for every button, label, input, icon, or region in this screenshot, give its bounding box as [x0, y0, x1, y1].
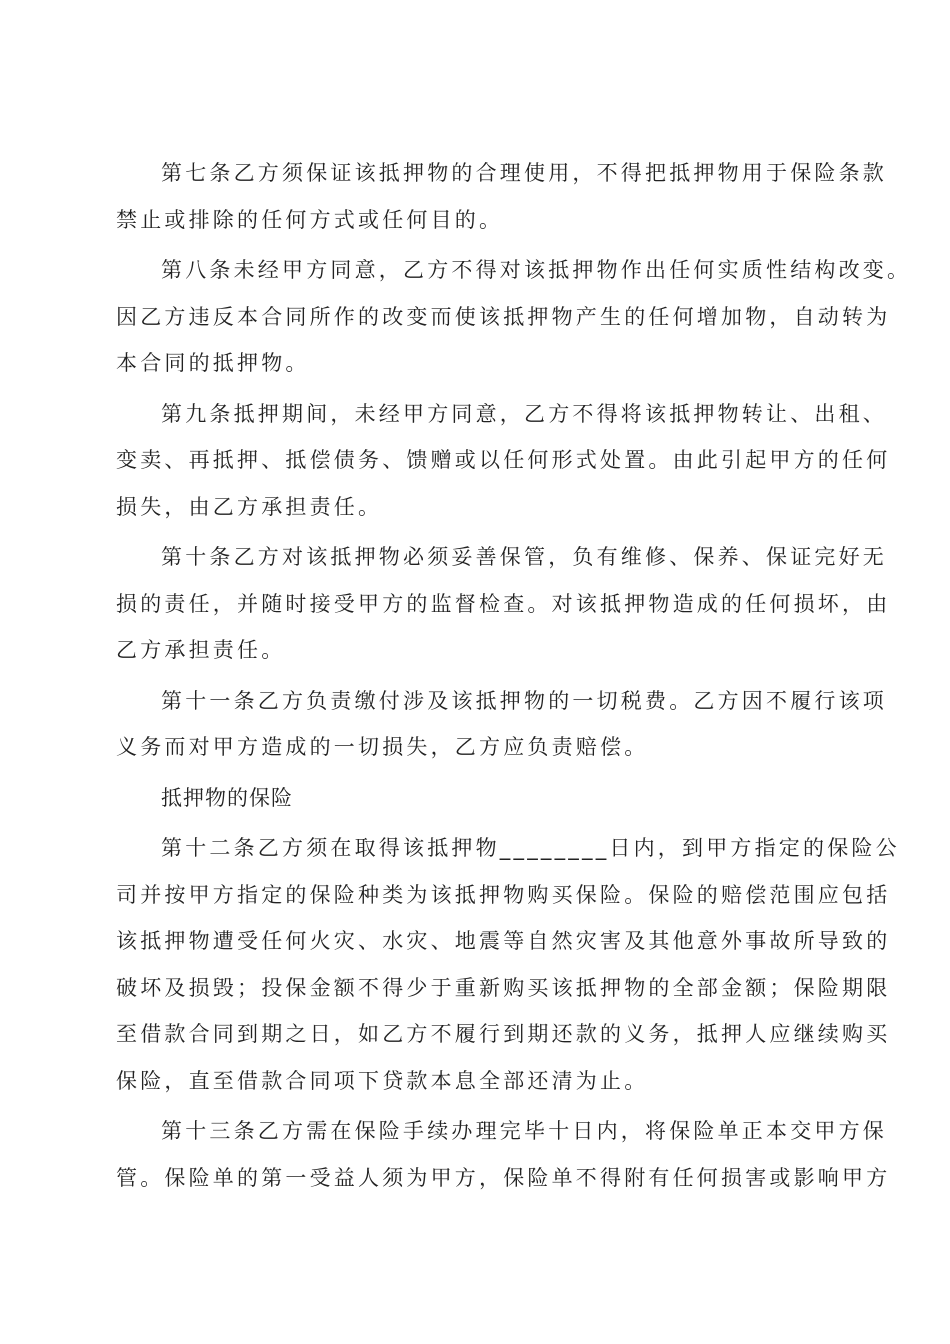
article-8-line-1: 第八条未经甲方同意，乙方不得对该抵押物作出任何实质性结构改变。	[161, 258, 912, 282]
article-8-line-2: 因乙方违反本合同所作的改变而使该抵押物产生的任何增加物，自动转为	[116, 304, 891, 329]
article-10-line-1: 第十条乙方对该抵押物必须妥善保管，负有维修、保养、保证完好无	[161, 545, 887, 569]
article-12-line-3: 该抵押物遭受任何火灾、水灾、地震等自然灾害及其他意外事故所导致的	[116, 929, 891, 953]
article-12-line-6: 保险，直至借款合同项下贷款本息全部还清为止。	[116, 1068, 649, 1093]
article-10-line-3: 乙方承担责任。	[116, 638, 286, 662]
article-12-line-2: 司并按甲方指定的保险种类为该抵押物购买保险。保险的赔偿范围应包括	[116, 882, 891, 907]
article-9-line-2: 变卖、再抵押、抵偿债务、馈赠或以任何形式处置。由此引起甲方的任何	[116, 448, 891, 472]
section-heading-insurance: 抵押物的保险	[161, 785, 293, 810]
article-7-line-1: 第七条乙方须保证该抵押物的合理使用，不得把抵押物用于保险条款	[161, 161, 887, 185]
article-9-line-3: 损失，由乙方承担责任。	[116, 494, 383, 519]
article-11-line-1: 第十一条乙方负责缴付涉及该抵押物的一切税费。乙方因不履行该项	[161, 688, 887, 713]
article-12-line-4: 破坏及损毁；投保金额不得少于重新购买该抵押物的全部金额；保险期限	[116, 975, 891, 1000]
article-13-line-2: 管。保险单的第一受益人须为甲方，保险单不得附有任何损害或影响甲方	[116, 1165, 891, 1190]
article-13-line-1: 第十三条乙方需在保险手续办理完毕十日内，将保险单正本交甲方保	[161, 1119, 887, 1143]
document-body	[116, 150, 912, 1201]
article-10-line-2: 损的责任，并随时接受甲方的监督检查。对该抵押物造成的任何损坏，由	[116, 591, 891, 616]
article-11-line-2: 义务而对甲方造成的一切损失，乙方应负责赔偿。	[116, 735, 649, 759]
article-7-line-2: 禁止或排除的任何方式或任何目的。	[116, 207, 504, 232]
article-8-line-3: 本合同的抵押物。	[116, 351, 310, 375]
article-9-line-1: 第九条抵押期间，未经甲方同意，乙方不得将该抵押物转让、出租、	[161, 401, 887, 426]
article-12-line-5: 至借款合同到期之日，如乙方不履行到期还款的义务，抵押人应继续购买	[116, 1022, 891, 1046]
article-12-line-1: 第十二条乙方须在取得该抵押物________日内，到甲方指定的保险公	[161, 836, 900, 860]
